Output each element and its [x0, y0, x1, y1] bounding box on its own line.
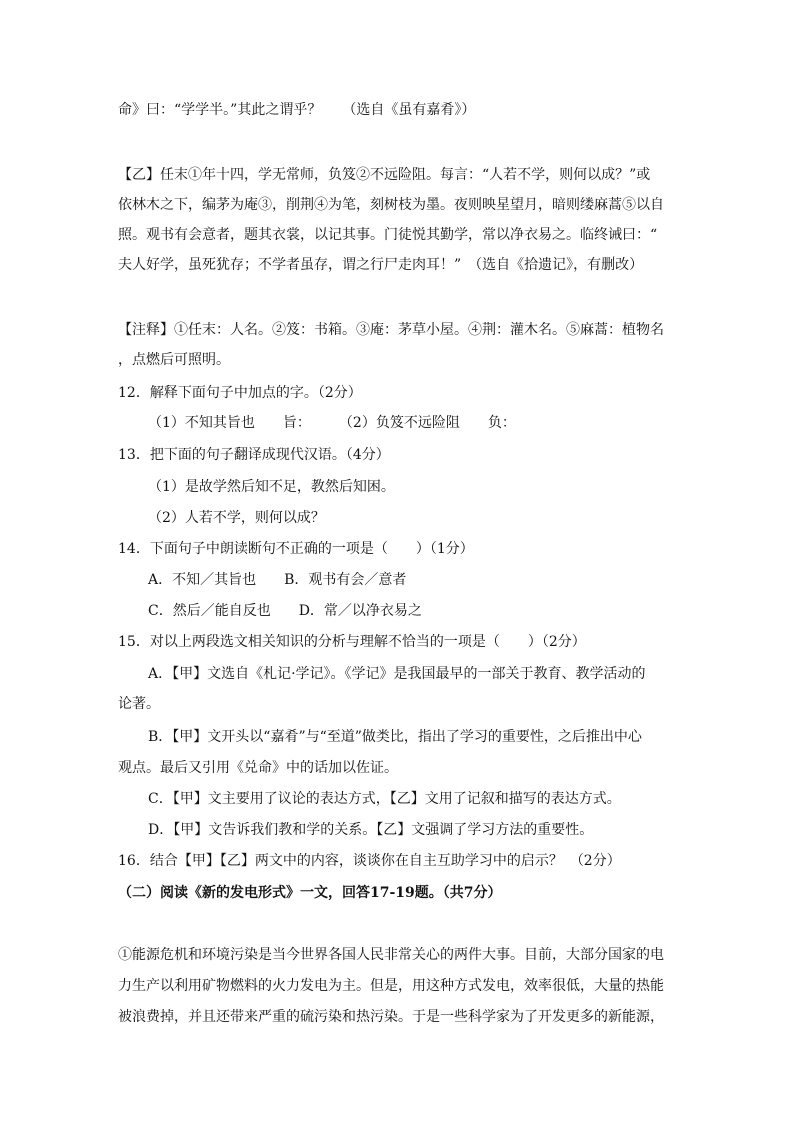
question-15-option-d: D．【甲】文告诉我们教和学的关系。【乙】文强调了学习方法的重要性。	[148, 822, 594, 838]
question-14-options-ab: A．不知／其旨也 B．观书有会／意者	[148, 572, 407, 588]
passage-yi-line: 照。观书有会意者，题其衣裳，以记其事。门徒悦其勤学，常以净衣易之。临终诫曰：“	[118, 227, 658, 243]
question-13-item-2: （2）人若不学，则何以成？	[148, 510, 325, 526]
passage-jia-end: 命》曰：“学学半。”其此之谓乎？ （选自《虽有嘉肴》）	[118, 102, 476, 118]
question-15: 15．对以上两段选文相关知识的分析与理解不恰当的一项是（ ）（2分）	[118, 634, 586, 650]
question-14-options-cd: C．然后／能自反也 D．常／以净衣易之	[148, 603, 422, 619]
question-16: 16．结合【甲】【乙】两文中的内容，谈谈你在自主互助学习中的启示？ （2分）	[118, 853, 621, 869]
question-15-option-a-cont: 论著。	[118, 696, 160, 712]
section-2-paragraph-line: 力生产以利用矿物燃料的火力发电为主。但是，用这种方式发电，效率很低，大量的热能	[118, 978, 664, 994]
passage-yi-line: 依林木之下，编茅为庵③，削荆④为笔，刻树枝为墨。夜则映星望月，暗则缕麻蒿⑤以自	[118, 197, 664, 213]
section-2-paragraph-line: 被浪费掉，并且还带来严重的硫污染和热污染。于是一些科学家为了开发更多的新能源，	[118, 1009, 664, 1025]
question-15-option-b: B．【甲】文开头以“嘉肴”与“至道”做类比，指出了学习的重要性，之后推出中心	[148, 729, 642, 745]
question-15-option-b-cont: 观点。最后又引用《兑命》中的话加以佐证。	[118, 760, 398, 776]
passage-yi-line: 【乙】任末①年十四，学无常师，负笈②不远险阻。每言：“人若不学，则何以成？”或	[118, 167, 651, 183]
section-2-paragraph-line: ①能源危机和环境污染是当今世界各国人民非常关心的两件大事。目前，大部分国家的电	[118, 947, 664, 963]
section-2-heading: （二）阅读《新的发电形式》一文，回答17-19题。（共7分）	[118, 885, 502, 901]
notes-line: ，点燃后可照明。	[118, 352, 230, 368]
question-15-option-a: A．【甲】文选自《札记·学记》。《学记》是我国最早的一部关于教育、教学活动的	[148, 666, 646, 682]
passage-yi-line: 夫人好学，虽死犹存；不学者虽存，谓之行尸走肉耳！” （选自《拾遗记》，有删改）	[118, 257, 644, 273]
question-12: 12．解释下面句子中加点的字。（2分）	[118, 385, 362, 401]
question-15-option-c: C．【甲】文主要用了议论的表达方式，【乙】文用了记叙和描写的表达方式。	[148, 791, 621, 807]
question-13-item-1: （1）是故学然后知不足，教然后知困。	[148, 479, 395, 495]
question-12-items: （1）不知其旨也 旨： （2）负笈不远险阻 负：	[148, 415, 516, 431]
question-14: 14．下面句子中朗读断句不正确的一项是（ ）（1分）	[118, 541, 474, 557]
notes-line: 【注释】①任末：人名。②笈：书箱。③庵：茅草小屋。④荆：灌木名。⑤麻蒿：植物名	[118, 322, 664, 338]
question-13: 13．把下面的句子翻译成现代汉语。（4分）	[118, 447, 390, 463]
